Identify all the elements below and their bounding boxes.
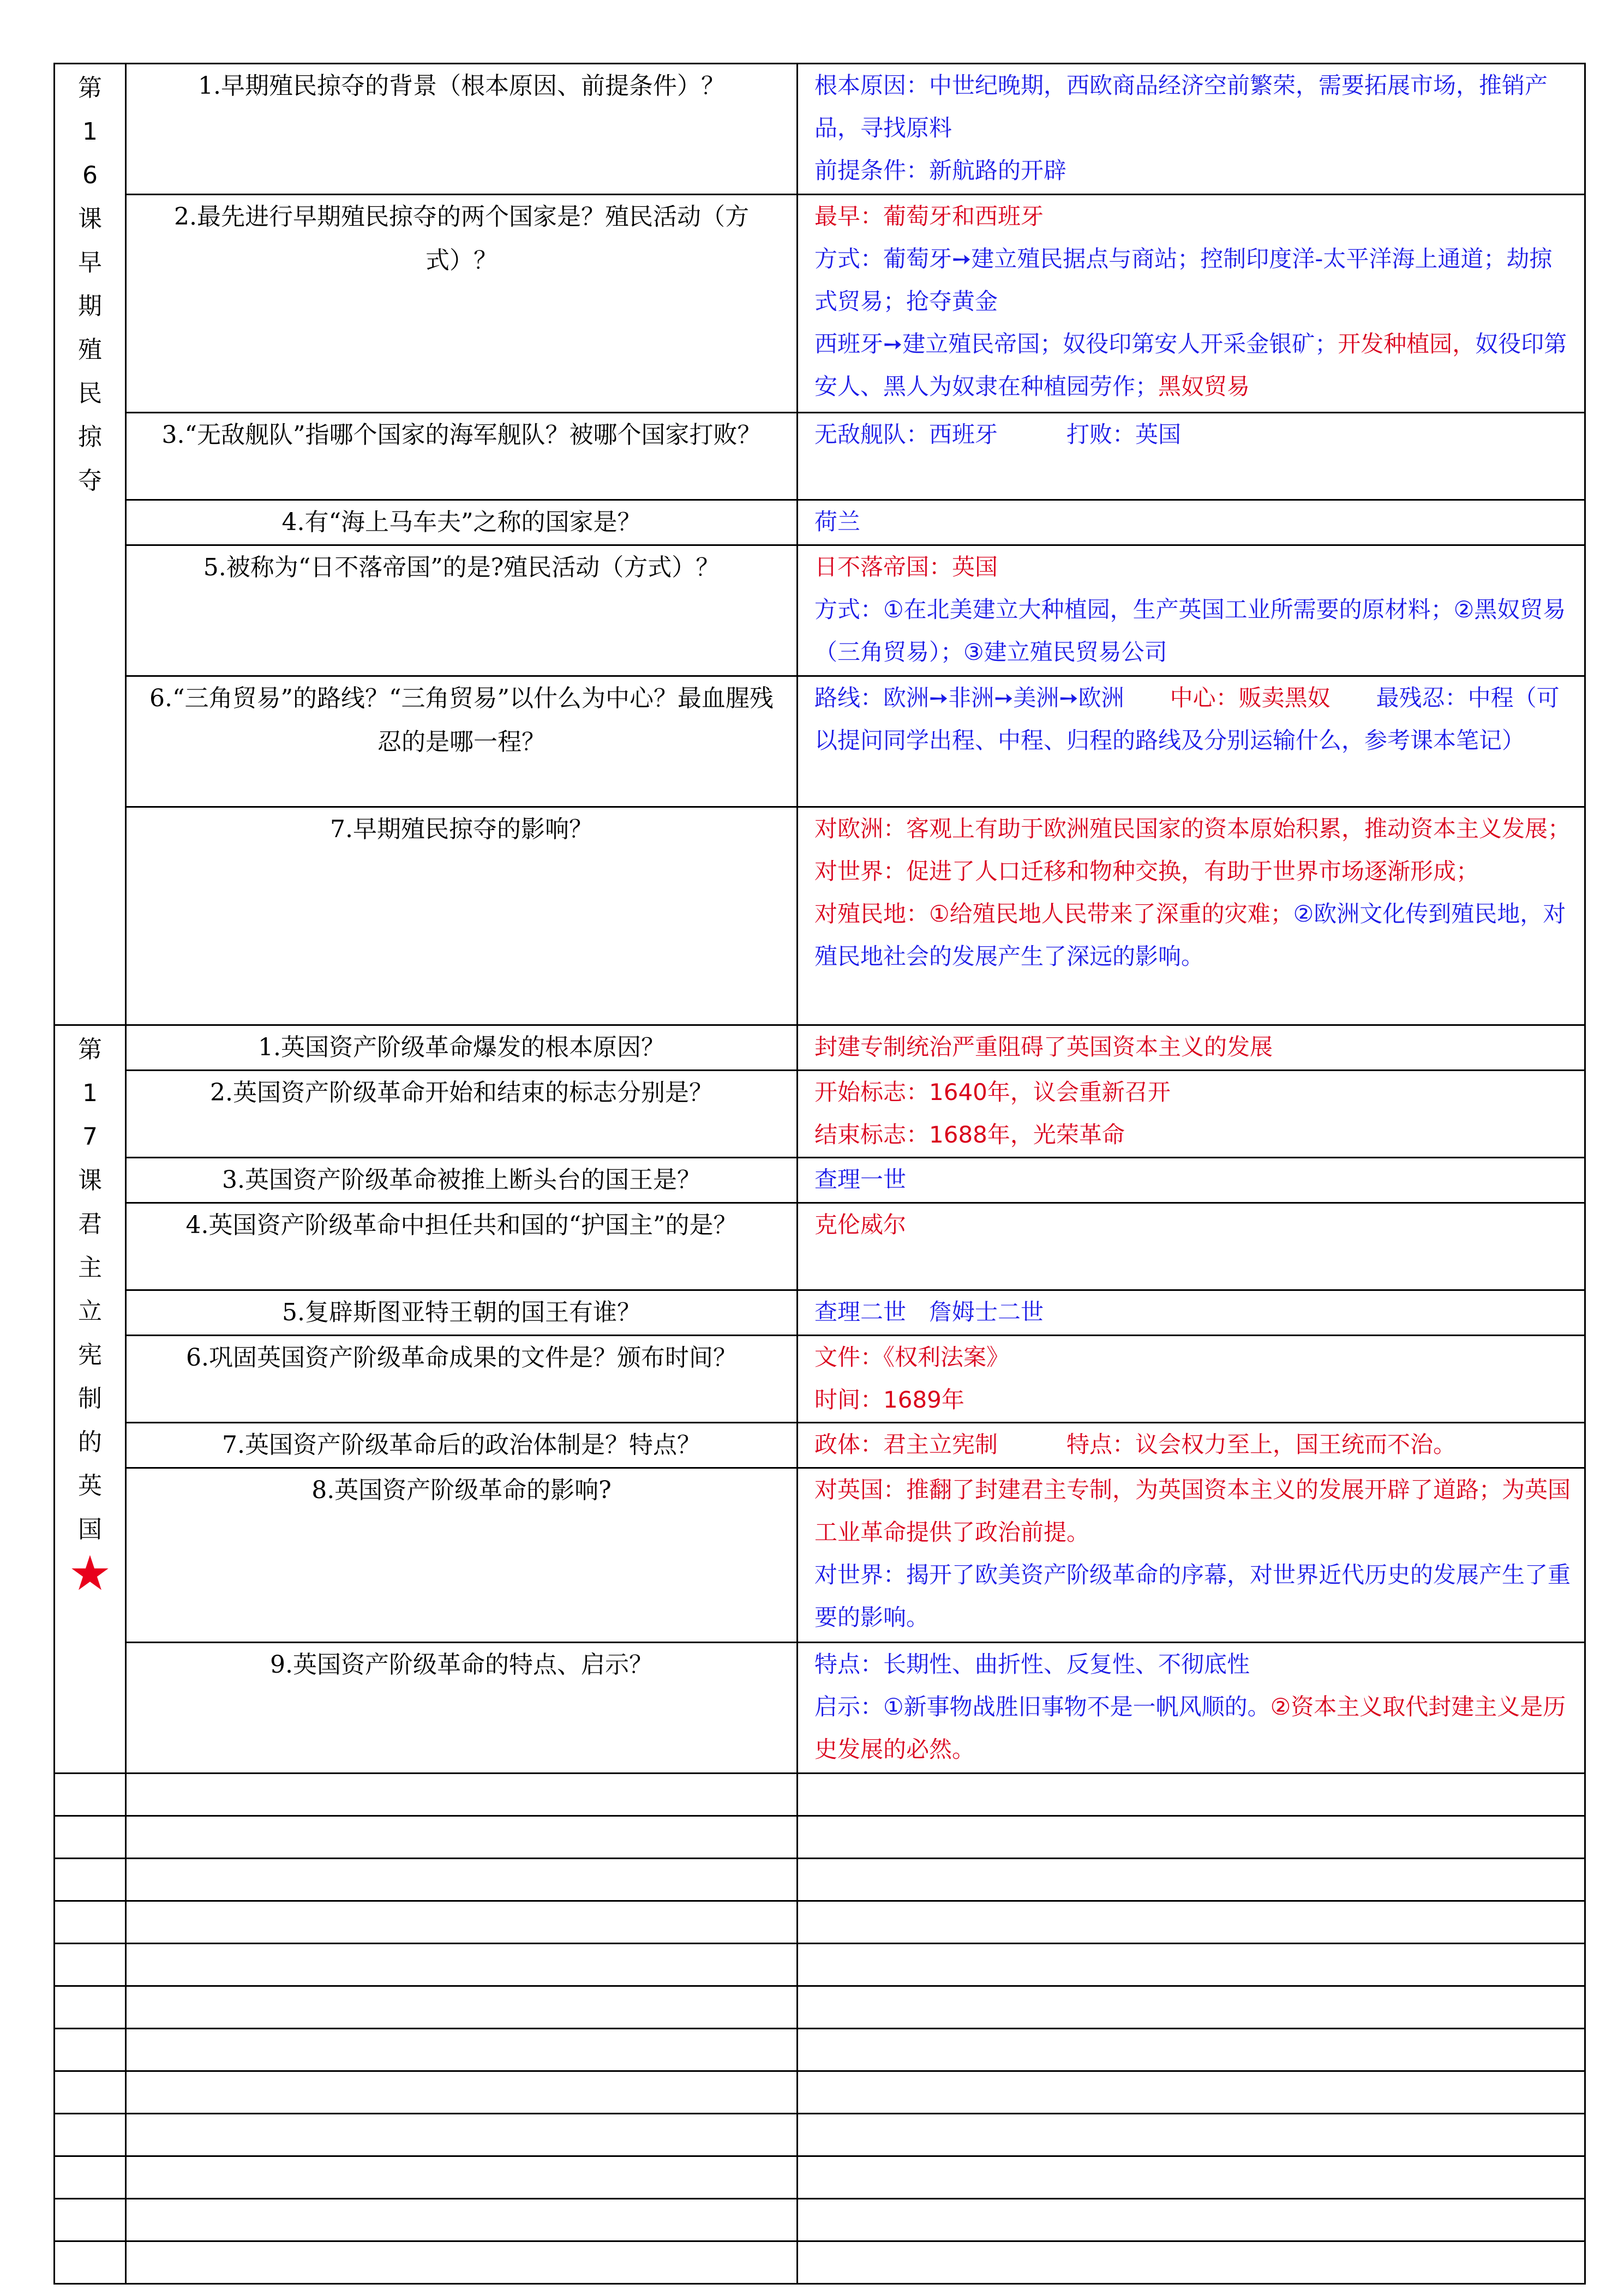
lesson-title-cell: [55, 1025, 126, 1774]
answer-cell: [798, 545, 1585, 676]
question-cell: [126, 1336, 798, 1423]
question-text: 3.“无敌舰队”指哪个国家的海军舰队？被哪个国家打败？: [161, 421, 762, 449]
answer-text: 克伦威尔: [814, 1211, 907, 1238]
blank-cell: [798, 1944, 1585, 1986]
blank-row: [55, 2156, 1585, 2199]
question-cell: [126, 195, 798, 413]
blank-cell: [55, 1901, 126, 1944]
question-text: 4.有“海上马车夫”之称的国家是？: [281, 508, 642, 536]
blank-cell: [55, 1816, 126, 1859]
question-text: 1.早期殖民掠夺的背景（根本原因、前提条件）？: [198, 72, 725, 100]
blank-cell: [798, 1774, 1585, 1816]
blank-cell: [126, 2029, 798, 2071]
question-text: 2.最先进行早期殖民掠夺的两个国家是？殖民活动（方式）？: [174, 203, 749, 274]
answer-text: 查理一世: [814, 1166, 907, 1193]
question-text: 4.英国资产阶级革命中担任共和国的“护国主”的是？: [185, 1211, 738, 1239]
answer-cell: [798, 1468, 1585, 1643]
answer-cell: [798, 500, 1585, 545]
question-cell: [126, 64, 798, 195]
blank-cell: [798, 1816, 1585, 1859]
answer-cell: [798, 195, 1585, 413]
blank-cell: [798, 1986, 1585, 2029]
table-row: [55, 1468, 1585, 1643]
question-text: 8.英国资产阶级革命的影响?: [311, 1476, 612, 1504]
table-row: [55, 1423, 1585, 1468]
answer-text: 文件：《权利法案》 时间：1689年: [814, 1344, 1010, 1413]
blank-row: [55, 1774, 1585, 1816]
blank-cell: [55, 2156, 126, 2199]
answer-cell: [798, 1158, 1585, 1203]
question-text: 7.英国资产阶级革命后的政治体制是？特点？: [222, 1431, 701, 1459]
answer-cell: [798, 1423, 1585, 1468]
blank-cell: [55, 1944, 126, 1986]
table-row: [55, 195, 1585, 413]
review-table: [53, 63, 1586, 2285]
question-text: 3.英国资产阶级革命被推上断头台的国王是？: [222, 1166, 701, 1194]
answer-cell: [798, 1290, 1585, 1336]
question-cell: [126, 1643, 798, 1774]
question-cell: [126, 500, 798, 545]
answer-text: 查理二世 詹姆士二世: [814, 1299, 1044, 1325]
lesson-title: 第 1 7 课 君 主 立 宪 制 的 英 国: [78, 1036, 102, 1543]
answer-text: 最早：葡萄牙和西班牙 方式：葡萄牙➙建立殖民据点与商站；控制印度洋-太平洋海上通道；劫掠式贸易；抢夺黄金 西班牙➙建立殖民帝国；奴役印第安人开采金银矿；开发种植园，奴役印第安人、黑人为奴隶在种植园劳作；黑奴贸易: [814, 203, 1567, 400]
blank-row: [55, 1859, 1585, 1901]
question-cell: [126, 1468, 798, 1643]
blank-cell: [126, 1944, 798, 1986]
table-row: [55, 545, 1585, 676]
blank-cell: [126, 1901, 798, 1944]
answer-cell: [798, 676, 1585, 807]
blank-row: [55, 2199, 1585, 2241]
answer-cell: [798, 1643, 1585, 1774]
question-text: 6.“三角贸易”的路线？“三角贸易”以什么为中心？最血腥残忍的是哪一程？: [149, 684, 774, 756]
question-cell: [126, 1290, 798, 1336]
answer-text: 根本原因：中世纪晚期，西欧商品经济空前繁荣，需要拓展市场，推销产品，寻找原料 前提条件：新航路的开辟: [814, 72, 1548, 184]
blank-cell: [798, 2071, 1585, 2114]
blank-cell: [798, 1901, 1585, 1944]
blank-cell: [798, 2156, 1585, 2199]
table-row: [55, 807, 1585, 1025]
question-cell: [126, 676, 798, 807]
blank-cell: [55, 1774, 126, 1816]
answer-text: 封建专制统治严重阻碍了英国资本主义的发展: [814, 1033, 1273, 1060]
blank-row: [55, 2114, 1585, 2156]
question-cell: [126, 545, 798, 676]
answer-text: 荷兰: [814, 508, 861, 535]
blank-cell: [55, 1986, 126, 2029]
table-row: [55, 1643, 1585, 1774]
question-text: 5.被称为“日不落帝国”的是?殖民活动（方式）？: [203, 554, 720, 581]
blank-cell: [126, 2114, 798, 2156]
blank-cell: [126, 1774, 798, 1816]
answer-cell: [798, 413, 1585, 500]
lesson-title: 第 1 6 课 早 期 殖 民 掠 夺: [78, 74, 102, 495]
blank-cell: [55, 2114, 126, 2156]
blank-row: [55, 2071, 1585, 2114]
blank-cell: [55, 2199, 126, 2241]
table-row: [55, 64, 1585, 195]
question-cell: [126, 807, 798, 1025]
answer-text: 特点：长期性、曲折性、反复性、不彻底性 启示：①新事物战胜旧事物不是一帆风顺的。②资本主义取代封建主义是历史发展的必然。: [814, 1651, 1566, 1763]
table-row: [55, 1290, 1585, 1336]
answer-text: 政体：君主立宪制 特点：议会权力至上，国王统而不治。: [814, 1431, 1457, 1458]
question-cell: [126, 1423, 798, 1468]
answer-cell: [798, 1203, 1585, 1290]
question-text: 5.复辟斯图亚特王朝的国王有谁？: [282, 1299, 641, 1326]
answer-text: 路线：欧洲➙非洲➙美洲➙欧洲 中心：贩卖黑奴 最残忍：中程（可以提问同学出程、中程、归程的路线及分别运输什么，参考课本笔记）: [814, 684, 1560, 754]
blank-row: [55, 1986, 1585, 2029]
question-text: 2.英国资产阶级革命开始和结束的标志分别是？: [210, 1079, 713, 1107]
star-icon: ★: [68, 1545, 112, 1601]
blank-cell: [126, 2199, 798, 2241]
blank-cell: [798, 2199, 1585, 2241]
answer-cell: [798, 1336, 1585, 1423]
question-text: 1.英国资产阶级革命爆发的根本原因？: [258, 1033, 665, 1061]
table-row: [55, 1071, 1585, 1158]
blank-row: [55, 1944, 1585, 1986]
blank-row: [55, 1816, 1585, 1859]
answer-text: 对英国：推翻了封建君主专制，为英国资本主义的发展开辟了道路；为英国工业革命提供了政治前提。 对世界：揭开了欧美资产阶级革命的序幕，对世界近代历史的发展产生了重要的影响。: [814, 1476, 1571, 1631]
table-row: [55, 413, 1585, 500]
blank-cell: [55, 2029, 126, 2071]
table-row: [55, 500, 1585, 545]
answer-cell: [798, 1071, 1585, 1158]
question-cell: [126, 413, 798, 500]
blank-cell: [55, 2241, 126, 2284]
answer-text: 无敌舰队：西班牙 打败：英国: [814, 421, 1182, 448]
question-cell: [126, 1158, 798, 1203]
answer-cell: [798, 807, 1585, 1025]
question-text: 6.巩固英国资产阶级革命成果的文件是？颁布时间？: [186, 1344, 737, 1372]
table-row: [55, 1203, 1585, 1290]
table-row: [55, 1336, 1585, 1423]
table-row: [55, 676, 1585, 807]
blank-cell: [798, 2029, 1585, 2071]
answer-cell: [798, 64, 1585, 195]
answer-text: 对欧洲：客观上有助于欧洲殖民国家的资本原始积累，推动资本主义发展； 对世界：促进了人口迁移和物种交换，有助于世界市场逐渐形成； 对殖民地：①给殖民地人民带来了深重的灾难；②欧洲文化传到殖民地，对殖民地社会的发展产生了深远的影响。: [814, 815, 1571, 970]
question-cell: [126, 1203, 798, 1290]
table-row: [55, 1158, 1585, 1203]
blank-cell: [126, 2071, 798, 2114]
blank-cell: [55, 1859, 126, 1901]
table-row: [55, 1025, 1585, 1071]
question-cell: [126, 1025, 798, 1071]
blank-cell: [798, 2114, 1585, 2156]
question-text: 9.英国资产阶级革命的特点、启示？: [270, 1651, 653, 1679]
blank-cell: [798, 1859, 1585, 1901]
question-cell: [126, 1071, 798, 1158]
question-text: 7.早期殖民掠夺的影响？: [330, 815, 593, 843]
blank-cell: [126, 2156, 798, 2199]
blank-cell: [126, 1816, 798, 1859]
answer-text: 开始标志：1640年，议会重新召开 结束标志：1688年，光荣革命: [814, 1079, 1171, 1148]
blank-cell: [55, 2071, 126, 2114]
blank-row: [55, 2029, 1585, 2071]
blank-cell: [126, 2241, 798, 2284]
answer-text: 日不落帝国：英国 方式：①在北美建立大种植园，生产英国工业所需要的原材料；②黑奴贸易（三角贸易）；③建立殖民贸易公司: [814, 554, 1566, 665]
blank-cell: [798, 2241, 1585, 2284]
answer-cell: [798, 1025, 1585, 1071]
blank-row: [55, 1901, 1585, 1944]
blank-row: [55, 2241, 1585, 2284]
blank-cell: [126, 1859, 798, 1901]
blank-cell: [126, 1986, 798, 2029]
lesson-title-cell: [55, 64, 126, 1025]
